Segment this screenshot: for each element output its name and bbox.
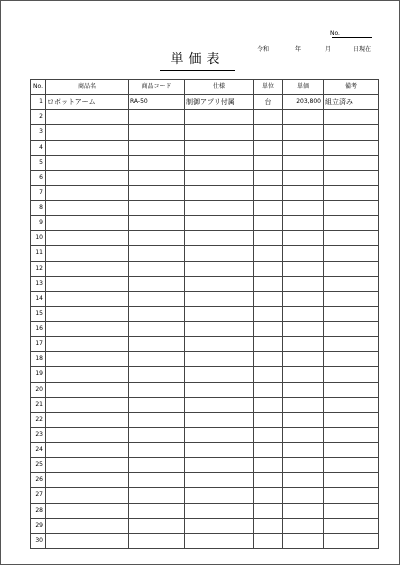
product-name-cell[interactable] [46,140,129,155]
unit-cell[interactable] [254,155,283,170]
unit-price-cell[interactable] [283,443,324,458]
document-number-label: No. [330,30,340,37]
remarks-cell[interactable] [324,261,379,276]
row-number: 16 [31,322,46,337]
product-code-cell[interactable] [129,533,185,548]
product-name-cell[interactable] [46,533,129,548]
unit-price-cell[interactable] [283,503,324,518]
column-header-product-code: 商品コード [129,80,185,95]
row-number: 4 [31,140,46,155]
product-code-cell[interactable] [129,443,185,458]
spec-cell[interactable] [185,185,254,200]
column-header-no: No. [31,80,46,95]
product-name-cell[interactable] [46,110,129,125]
column-header-product-name: 商品名 [46,80,129,95]
row-number: 22 [31,412,46,427]
unit-price-cell[interactable] [283,397,324,412]
row-number: 11 [31,246,46,261]
product-name-cell[interactable] [46,201,129,216]
product-name-cell[interactable] [46,291,129,306]
unit-cell[interactable] [254,337,283,352]
row-number: 18 [31,352,46,367]
unit-price-cell[interactable] [283,291,324,306]
unit-price-cell[interactable] [283,185,324,200]
remarks-cell[interactable] [324,201,379,216]
remarks-cell[interactable] [324,397,379,412]
remarks-cell[interactable] [324,503,379,518]
row-number: 15 [31,306,46,321]
spec-cell[interactable] [185,488,254,503]
row-number: 3 [31,125,46,140]
unit-price-cell[interactable]: 203,800 [283,95,324,110]
remarks-cell[interactable] [324,488,379,503]
year-label: 年 [295,46,302,53]
row-number: 23 [31,427,46,442]
remarks-cell[interactable] [324,337,379,352]
table-row [31,185,379,200]
row-number: 12 [31,261,46,276]
row-number: 6 [31,170,46,185]
unit-price-cell[interactable] [283,458,324,473]
page-title: 単価表 [170,52,225,67]
remarks-cell[interactable] [324,140,379,155]
spec-cell[interactable]: 制御アプリ付属 [185,95,254,110]
unit-price-cell[interactable] [283,170,324,185]
remarks-cell[interactable] [324,125,379,140]
unit-cell[interactable] [254,382,283,397]
product-code-cell[interactable] [129,276,185,291]
unit-cell[interactable]: 台 [254,95,283,110]
unit-price-cell[interactable] [283,533,324,548]
product-code-cell[interactable] [129,125,185,140]
spec-cell[interactable] [185,216,254,231]
row-number: 7 [31,185,46,200]
product-code-cell[interactable] [129,306,185,321]
product-code-cell[interactable] [129,458,185,473]
remarks-cell[interactable] [324,427,379,442]
day-label: 日現在 [353,46,372,53]
product-name-cell[interactable]: ロボットアーム [46,95,129,110]
remarks-cell[interactable] [324,155,379,170]
unit-price-cell[interactable] [283,125,324,140]
row-number: 21 [31,397,46,412]
unit-cell[interactable] [254,443,283,458]
unit-cell[interactable] [254,276,283,291]
spec-cell[interactable] [185,246,254,261]
table-row [31,367,379,382]
spec-cell[interactable] [185,427,254,442]
unit-cell[interactable] [254,412,283,427]
product-code-cell[interactable] [129,201,185,216]
unit-cell[interactable] [254,322,283,337]
product-code-cell[interactable] [129,246,185,261]
remarks-cell[interactable] [324,276,379,291]
table-row [31,458,379,473]
remarks-cell[interactable] [324,443,379,458]
title-underline [160,70,235,71]
unit-cell[interactable] [254,427,283,442]
spec-cell[interactable] [185,170,254,185]
product-name-cell[interactable] [46,473,129,488]
unit-price-cell[interactable] [283,276,324,291]
table-row [31,443,379,458]
spec-cell[interactable] [185,533,254,548]
product-code-cell[interactable] [129,367,185,382]
remarks-cell[interactable] [324,185,379,200]
spec-cell[interactable] [185,503,254,518]
table-row [31,412,379,427]
row-number: 28 [31,503,46,518]
product-name-cell[interactable] [46,306,129,321]
row-number: 5 [31,155,46,170]
remarks-cell[interactable] [324,412,379,427]
spec-cell[interactable] [185,276,254,291]
table-row [31,155,379,170]
spec-cell[interactable] [185,412,254,427]
unit-price-cell[interactable] [283,412,324,427]
remarks-cell[interactable] [324,231,379,246]
row-number: 30 [31,533,46,548]
unit-cell[interactable] [254,533,283,548]
product-code-cell[interactable] [129,352,185,367]
remarks-cell[interactable] [324,352,379,367]
table-row [31,337,379,352]
product-name-cell[interactable] [46,231,129,246]
table-row [31,201,379,216]
product-code-cell[interactable] [129,216,185,231]
remarks-cell[interactable] [324,216,379,231]
product-code-cell[interactable] [129,518,185,533]
era-label: 令和 [257,46,270,53]
unit-cell[interactable] [254,231,283,246]
row-number: 14 [31,291,46,306]
table-row [31,216,379,231]
unit-price-cell[interactable] [283,518,324,533]
remarks-cell[interactable] [324,110,379,125]
column-header-unit-price: 単価 [283,80,324,95]
remarks-cell[interactable] [324,367,379,382]
product-code-cell[interactable] [129,503,185,518]
unit-cell[interactable] [254,518,283,533]
unit-price-cell[interactable] [283,322,324,337]
product-name-cell[interactable] [46,503,129,518]
unit-price-cell[interactable] [283,110,324,125]
table-row [31,125,379,140]
product-code-cell[interactable] [129,140,185,155]
table-row [31,382,379,397]
product-name-cell[interactable] [46,488,129,503]
remarks-cell[interactable] [324,473,379,488]
row-number: 8 [31,201,46,216]
table-row [31,291,379,306]
table-row [31,140,379,155]
unit-cell[interactable] [254,261,283,276]
remarks-cell[interactable] [324,291,379,306]
row-number: 27 [31,488,46,503]
row-number: 19 [31,367,46,382]
unit-price-cell[interactable] [283,216,324,231]
unit-price-cell[interactable] [283,306,324,321]
table-header-row [31,80,379,95]
spec-cell[interactable] [185,367,254,382]
product-name-cell[interactable] [46,397,129,412]
table-row [31,473,379,488]
product-name-cell[interactable] [46,216,129,231]
unit-cell[interactable] [254,306,283,321]
unit-price-cell[interactable] [283,246,324,261]
unit-cell[interactable] [254,216,283,231]
price-table [30,79,379,549]
table-row [31,170,379,185]
product-name-cell[interactable] [46,458,129,473]
row-number: 26 [31,473,46,488]
unit-cell[interactable] [254,170,283,185]
unit-price-cell[interactable] [283,488,324,503]
unit-cell[interactable] [254,125,283,140]
unit-cell[interactable] [254,291,283,306]
unit-cell[interactable] [254,473,283,488]
row-number: 10 [31,231,46,246]
unit-price-cell[interactable] [283,367,324,382]
spec-cell[interactable] [185,397,254,412]
unit-cell[interactable] [254,367,283,382]
table-row [31,110,379,125]
product-name-cell[interactable] [46,382,129,397]
remarks-cell[interactable]: 組立済み [324,95,379,110]
unit-price-cell[interactable] [283,140,324,155]
unit-price-cell[interactable] [283,155,324,170]
table-row [31,276,379,291]
spec-cell[interactable] [185,337,254,352]
spec-cell[interactable] [185,155,254,170]
column-header-unit: 単位 [254,80,283,95]
remarks-cell[interactable] [324,322,379,337]
table-row [31,246,379,261]
spec-cell[interactable] [185,201,254,216]
table-row [31,503,379,518]
table-row [31,261,379,276]
product-name-cell[interactable] [46,427,129,442]
unit-cell[interactable] [254,201,283,216]
row-number: 25 [31,458,46,473]
product-code-cell[interactable] [129,231,185,246]
product-code-cell[interactable] [129,291,185,306]
table-row [31,397,379,412]
product-code-cell[interactable] [129,412,185,427]
unit-price-cell[interactable] [283,382,324,397]
spec-cell[interactable] [185,231,254,246]
row-number: 29 [31,518,46,533]
product-name-cell[interactable] [46,170,129,185]
unit-cell[interactable] [254,397,283,412]
remarks-cell[interactable] [324,382,379,397]
column-header-spec: 仕様 [185,80,254,95]
remarks-cell[interactable] [324,518,379,533]
product-name-cell[interactable] [46,352,129,367]
product-name-cell[interactable] [46,261,129,276]
unit-cell[interactable] [254,246,283,261]
spec-cell[interactable] [185,261,254,276]
unit-cell[interactable] [254,488,283,503]
unit-price-cell[interactable] [283,261,324,276]
unit-price-cell[interactable] [283,352,324,367]
product-code-cell[interactable] [129,488,185,503]
product-name-cell[interactable] [46,412,129,427]
product-code-cell[interactable] [129,155,185,170]
spec-cell[interactable] [185,306,254,321]
product-name-cell[interactable] [46,185,129,200]
unit-price-cell[interactable] [283,473,324,488]
unit-cell[interactable] [254,185,283,200]
table-row [31,427,379,442]
product-code-cell[interactable] [129,110,185,125]
table-row [31,231,379,246]
row-number: 17 [31,337,46,352]
spec-cell[interactable] [185,473,254,488]
remarks-cell[interactable] [324,306,379,321]
row-number: 24 [31,443,46,458]
table-row [31,533,379,548]
spec-cell[interactable] [185,322,254,337]
unit-price-cell[interactable] [283,231,324,246]
product-code-cell[interactable] [129,473,185,488]
product-name-cell[interactable] [46,322,129,337]
remarks-cell[interactable] [324,170,379,185]
spec-cell[interactable] [185,140,254,155]
table-row [31,518,379,533]
spec-cell[interactable] [185,518,254,533]
spec-cell[interactable] [185,291,254,306]
unit-cell[interactable] [254,503,283,518]
spec-cell[interactable] [185,110,254,125]
spec-cell[interactable] [185,458,254,473]
product-code-cell[interactable] [129,170,185,185]
as-of-date [257,44,385,54]
unit-price-cell[interactable] [283,201,324,216]
product-name-cell[interactable] [46,246,129,261]
product-code-cell[interactable] [129,261,185,276]
unit-cell[interactable] [254,140,283,155]
spec-cell[interactable] [185,352,254,367]
unit-cell[interactable] [254,110,283,125]
product-code-cell[interactable] [129,185,185,200]
row-number: 2 [31,110,46,125]
row-number: 9 [31,216,46,231]
row-number: 20 [31,382,46,397]
table-row [31,306,379,321]
product-name-cell[interactable] [46,443,129,458]
document-number-field[interactable] [332,37,372,38]
product-name-cell[interactable] [46,518,129,533]
unit-cell[interactable] [254,458,283,473]
column-header-remarks: 備考 [324,80,379,95]
remarks-cell[interactable] [324,458,379,473]
product-name-cell[interactable] [46,125,129,140]
product-code-cell[interactable] [129,322,185,337]
product-code-cell[interactable] [129,382,185,397]
table-row [31,352,379,367]
month-label: 月 [325,46,332,53]
product-name-cell[interactable] [46,276,129,291]
remarks-cell[interactable] [324,246,379,261]
row-number: 1 [31,95,46,110]
spec-cell[interactable] [185,125,254,140]
row-number: 13 [31,276,46,291]
product-name-cell[interactable] [46,337,129,352]
product-code-cell[interactable] [129,427,185,442]
product-name-cell[interactable] [46,155,129,170]
table-row [31,488,379,503]
unit-price-cell[interactable] [283,337,324,352]
product-code-cell[interactable] [129,337,185,352]
table-row [31,322,379,337]
product-code-cell[interactable]: RA-50 [129,95,185,110]
product-name-cell[interactable] [46,367,129,382]
spec-cell[interactable] [185,443,254,458]
remarks-cell[interactable] [324,533,379,548]
product-code-cell[interactable] [129,397,185,412]
table-row [31,95,379,110]
unit-cell[interactable] [254,352,283,367]
spec-cell[interactable] [185,382,254,397]
unit-price-cell[interactable] [283,427,324,442]
